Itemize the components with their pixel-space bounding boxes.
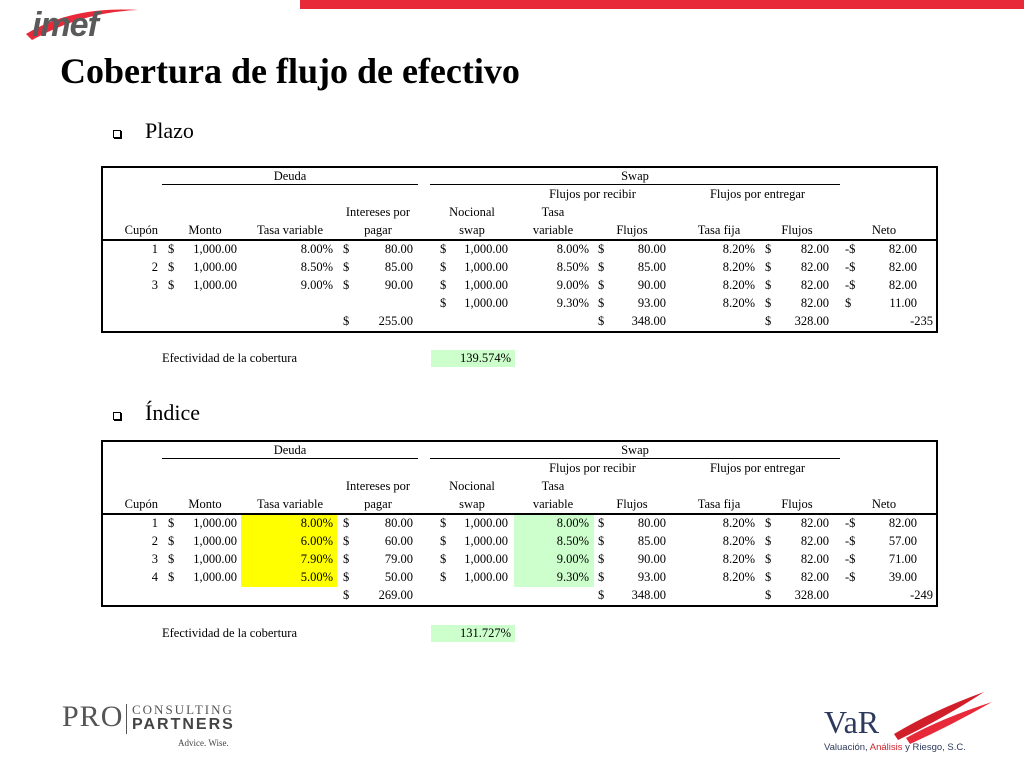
deuda-underline xyxy=(162,184,418,185)
cell-tasa-variable: 8.00% xyxy=(300,242,333,256)
cell-flujos-entregar-currency: $ xyxy=(765,534,772,548)
cell-cupon: 3 xyxy=(151,552,158,566)
total-intereses: 255.00 xyxy=(378,314,413,328)
pro-logo-divider xyxy=(126,704,127,734)
cell-cupon: 1 xyxy=(151,516,158,530)
cell-nocional: 1,000.00 xyxy=(464,242,508,256)
cell-tasa-swap: 9.00% xyxy=(556,552,589,566)
cell-neto: 82.00 xyxy=(888,278,917,292)
cell-neto: 71.00 xyxy=(888,552,917,566)
cell-flujos-recibir-currency: $ xyxy=(598,570,605,584)
col-header-monto: Monto xyxy=(188,497,222,511)
group-header-deuda: Deuda xyxy=(273,443,307,457)
cell-tasa-fija: 8.20% xyxy=(722,552,755,566)
cell-intereses: 79.00 xyxy=(384,552,413,566)
pro-logo-consulting: CONSULTING xyxy=(132,702,234,717)
cell-intereses-currency: $ xyxy=(343,278,350,292)
total-flujos-entregar-currency: $ xyxy=(765,588,772,602)
section-label: Plazo xyxy=(145,118,194,143)
total-flujos-recibir: 348.00 xyxy=(631,314,666,328)
cell-flujos-entregar-currency: $ xyxy=(765,552,772,566)
cell-flujos-recibir-currency: $ xyxy=(598,242,605,256)
cell-monto: 1,000.00 xyxy=(193,570,237,584)
cell-neto-currency: -$ xyxy=(845,278,856,292)
cell-tasa-variable: 8.00% xyxy=(300,516,333,530)
cell-flujos-entregar: 82.00 xyxy=(800,534,829,548)
cell-flujos-entregar: 82.00 xyxy=(800,260,829,274)
cell-tasa-swap: 9.30% xyxy=(556,570,589,584)
cell-tasa-swap: 9.30% xyxy=(556,296,589,310)
cell-monto: 1,000.00 xyxy=(193,534,237,548)
cell-flujos-recibir-currency: $ xyxy=(598,534,605,548)
cell-neto-currency: -$ xyxy=(845,516,856,530)
cell-flujos-entregar-currency: $ xyxy=(765,570,772,584)
efectividad-label: Efectividad de la cobertura xyxy=(162,626,297,640)
group-header-deuda: Deuda xyxy=(273,169,307,183)
col-header-intereses-2: pagar xyxy=(364,497,392,511)
total-flujos-recibir-currency: $ xyxy=(598,588,605,602)
top-accent-bar xyxy=(300,0,1024,9)
total-flujos-recibir: 348.00 xyxy=(631,588,666,602)
col-header-intereses-2: pagar xyxy=(364,223,392,237)
cell-monto-currency: $ xyxy=(168,260,175,274)
cell-intereses: 85.00 xyxy=(384,260,413,274)
cell-tasa-swap: 8.00% xyxy=(556,516,589,530)
col-header-tasa-variable: Tasa variable xyxy=(256,223,324,237)
col-header-tasa-var-2: variable xyxy=(532,223,574,237)
cell-tasa-fija: 8.20% xyxy=(722,242,755,256)
total-flujos-entregar: 328.00 xyxy=(794,314,829,328)
col-header-cupon: Cupón xyxy=(124,223,158,237)
col-header-intereses-1: Intereses por xyxy=(345,205,411,219)
col-header-nocional-2: swap xyxy=(459,497,485,511)
col-header-monto: Monto xyxy=(188,223,222,237)
col-header-tasa-fija: Tasa fija xyxy=(697,223,741,237)
cell-tasa-fija: 8.20% xyxy=(722,296,755,310)
cell-cupon: 3 xyxy=(151,278,158,292)
efectividad-label: Efectividad de la cobertura xyxy=(162,351,297,365)
cell-flujos-recibir: 93.00 xyxy=(637,296,666,310)
page-title: Cobertura de flujo de efectivo xyxy=(60,51,520,91)
cell-neto: 39.00 xyxy=(888,570,917,584)
cell-flujos-entregar: 82.00 xyxy=(800,552,829,566)
col-header-neto: Neto xyxy=(871,497,897,511)
cell-monto: 1,000.00 xyxy=(193,552,237,566)
group-header-swap: Swap xyxy=(621,443,649,457)
cell-flujos-recibir: 93.00 xyxy=(637,570,666,584)
cell-cupon: 1 xyxy=(151,242,158,256)
cell-flujos-entregar-currency: $ xyxy=(765,260,772,274)
total-neto: -235 xyxy=(910,314,933,328)
deuda-underline xyxy=(162,458,418,459)
cell-tasa-variable: 5.00% xyxy=(300,570,333,584)
cell-flujos-recibir: 85.00 xyxy=(637,534,666,548)
pro-logo-partners: PARTNERS xyxy=(132,716,235,733)
cell-tasa-variable: 8.50% xyxy=(300,260,333,274)
cell-flujos-entregar: 82.00 xyxy=(800,242,829,256)
pro-logo-tagline: Advice. Wise. xyxy=(178,738,229,748)
efectividad-value: 131.727% xyxy=(459,626,511,640)
var-logo-tagline xyxy=(824,742,966,753)
total-intereses-currency: $ xyxy=(343,314,350,328)
cell-cupon: 2 xyxy=(151,534,158,548)
cell-intereses-currency: $ xyxy=(343,516,350,530)
cell-intereses: 60.00 xyxy=(384,534,413,548)
total-neto: -249 xyxy=(910,588,933,602)
cell-nocional-currency: $ xyxy=(440,296,447,310)
cell-intereses: 80.00 xyxy=(384,516,413,530)
cell-neto-currency: -$ xyxy=(845,552,856,566)
group-header-flujos-entregar: Flujos por entregar xyxy=(709,461,806,475)
cell-neto: 82.00 xyxy=(888,516,917,530)
cell-flujos-entregar: 82.00 xyxy=(800,278,829,292)
total-intereses-currency: $ xyxy=(343,588,350,602)
cell-tasa-fija: 8.20% xyxy=(722,570,755,584)
cell-intereses-currency: $ xyxy=(343,260,350,274)
cell-flujos-recibir-currency: $ xyxy=(598,260,605,274)
cell-monto-currency: $ xyxy=(168,278,175,292)
cell-monto: 1,000.00 xyxy=(193,242,237,256)
cell-monto: 1,000.00 xyxy=(193,260,237,274)
cell-tasa-fija: 8.20% xyxy=(722,534,755,548)
cell-neto-currency: -$ xyxy=(845,260,856,274)
imef-logo-text: imef xyxy=(32,6,98,44)
cell-nocional-currency: $ xyxy=(440,516,447,530)
cell-nocional: 1,000.00 xyxy=(464,296,508,310)
section-bullet-icon xyxy=(113,412,121,420)
cell-cupon: 2 xyxy=(151,260,158,274)
cell-flujos-recibir-currency: $ xyxy=(598,552,605,566)
section-label: Índice xyxy=(145,400,200,425)
cell-nocional-currency: $ xyxy=(440,552,447,566)
cell-nocional-currency: $ xyxy=(440,242,447,256)
cell-intereses: 50.00 xyxy=(384,570,413,584)
var-logo xyxy=(824,690,1004,756)
cell-neto-currency: $ xyxy=(845,296,852,310)
cell-tasa-swap: 8.50% xyxy=(556,260,589,274)
cell-nocional: 1,000.00 xyxy=(464,260,508,274)
col-header-intereses-1: Intereses por xyxy=(345,479,411,493)
col-header-tasa-var-2: variable xyxy=(532,497,574,511)
col-header-nocional-1: Nocional xyxy=(449,479,495,493)
cell-nocional: 1,000.00 xyxy=(464,534,508,548)
cell-tasa-variable: 6.00% xyxy=(300,534,333,548)
cell-neto-currency: -$ xyxy=(845,534,856,548)
var-tagline-part3: y Riesgo, S.C. xyxy=(902,742,966,753)
cell-monto-currency: $ xyxy=(168,570,175,584)
cell-tasa-swap: 9.00% xyxy=(556,278,589,292)
total-flujos-recibir-currency: $ xyxy=(598,314,605,328)
cell-nocional-currency: $ xyxy=(440,260,447,274)
cell-nocional: 1,000.00 xyxy=(464,552,508,566)
cell-neto: 82.00 xyxy=(888,260,917,274)
cell-flujos-entregar: 82.00 xyxy=(800,570,829,584)
swap-underline xyxy=(430,184,840,185)
col-header-flujos-recibir: Flujos xyxy=(616,497,648,511)
cell-cupon: 4 xyxy=(151,570,158,584)
col-header-flujos-entregar: Flujos xyxy=(781,223,813,237)
group-header-flujos-recibir: Flujos por recibir xyxy=(549,187,636,201)
cell-neto-currency: -$ xyxy=(845,570,856,584)
cell-intereses-currency: $ xyxy=(343,570,350,584)
efectividad-value: 139.574% xyxy=(459,351,511,365)
cell-flujos-recibir-currency: $ xyxy=(598,296,605,310)
col-header-neto: Neto xyxy=(871,223,897,237)
cell-tasa-fija: 8.20% xyxy=(722,260,755,274)
total-intereses: 269.00 xyxy=(378,588,413,602)
cell-nocional: 1,000.00 xyxy=(464,516,508,530)
pro-logo-main: PRO xyxy=(62,700,124,733)
cell-flujos-entregar: 82.00 xyxy=(800,516,829,530)
col-header-flujos-recibir: Flujos xyxy=(616,223,648,237)
group-header-flujos-recibir: Flujos por recibir xyxy=(549,461,636,475)
col-header-tasa-var-1: Tasa xyxy=(541,205,565,219)
cell-tasa-fija: 8.20% xyxy=(722,278,755,292)
col-header-tasa-var-1: Tasa xyxy=(541,479,565,493)
col-header-nocional-2: swap xyxy=(459,223,485,237)
cell-monto: 1,000.00 xyxy=(193,278,237,292)
cell-monto-currency: $ xyxy=(168,534,175,548)
cell-flujos-entregar-currency: $ xyxy=(765,296,772,310)
cell-flujos-recibir-currency: $ xyxy=(598,516,605,530)
group-header-flujos-entregar: Flujos por entregar xyxy=(709,187,806,201)
cell-flujos-entregar-currency: $ xyxy=(765,516,772,530)
cell-monto-currency: $ xyxy=(168,242,175,256)
var-tagline-part1: Valuación, xyxy=(824,742,870,753)
cell-tasa-variable: 9.00% xyxy=(300,278,333,292)
cell-flujos-entregar-currency: $ xyxy=(765,242,772,256)
cell-nocional-currency: $ xyxy=(440,534,447,548)
cell-intereses-currency: $ xyxy=(343,242,350,256)
cell-neto-currency: -$ xyxy=(845,242,856,256)
header-rule xyxy=(101,239,936,241)
var-logo-text: VaR xyxy=(824,704,880,740)
cell-nocional: 1,000.00 xyxy=(464,570,508,584)
pro-consulting-logo xyxy=(62,700,235,750)
cell-intereses: 80.00 xyxy=(384,242,413,256)
cell-tasa-swap: 8.50% xyxy=(556,534,589,548)
cell-flujos-entregar-currency: $ xyxy=(765,278,772,292)
cell-monto: 1,000.00 xyxy=(193,516,237,530)
col-header-tasa-variable: Tasa variable xyxy=(256,497,324,511)
cell-intereses-currency: $ xyxy=(343,552,350,566)
cell-nocional-currency: $ xyxy=(440,570,447,584)
cell-tasa-variable: 7.90% xyxy=(300,552,333,566)
cell-flujos-entregar: 82.00 xyxy=(800,296,829,310)
cell-nocional-currency: $ xyxy=(440,278,447,292)
cell-flujos-recibir: 80.00 xyxy=(637,242,666,256)
cell-tasa-fija: 8.20% xyxy=(722,516,755,530)
cell-intereses-currency: $ xyxy=(343,534,350,548)
cell-neto: 82.00 xyxy=(888,242,917,256)
cell-flujos-recibir-currency: $ xyxy=(598,278,605,292)
cell-neto: 57.00 xyxy=(888,534,917,548)
col-header-cupon: Cupón xyxy=(124,497,158,511)
cell-flujos-recibir: 90.00 xyxy=(637,552,666,566)
cell-flujos-recibir: 85.00 xyxy=(637,260,666,274)
cell-nocional: 1,000.00 xyxy=(464,278,508,292)
col-header-tasa-fija: Tasa fija xyxy=(697,497,741,511)
total-flujos-entregar: 328.00 xyxy=(794,588,829,602)
swap-underline xyxy=(430,458,840,459)
cell-monto-currency: $ xyxy=(168,552,175,566)
imef-logo xyxy=(22,4,140,48)
group-header-swap: Swap xyxy=(621,169,649,183)
total-flujos-entregar-currency: $ xyxy=(765,314,772,328)
col-header-nocional-1: Nocional xyxy=(449,205,495,219)
col-header-flujos-entregar: Flujos xyxy=(781,497,813,511)
section-bullet-icon xyxy=(113,130,121,138)
cell-monto-currency: $ xyxy=(168,516,175,530)
cell-intereses: 90.00 xyxy=(384,278,413,292)
cell-tasa-swap: 8.00% xyxy=(556,242,589,256)
cell-flujos-recibir: 90.00 xyxy=(637,278,666,292)
var-tagline-part2: Análisis xyxy=(869,742,903,753)
cell-neto: 11.00 xyxy=(889,296,917,310)
cell-flujos-recibir: 80.00 xyxy=(637,516,666,530)
